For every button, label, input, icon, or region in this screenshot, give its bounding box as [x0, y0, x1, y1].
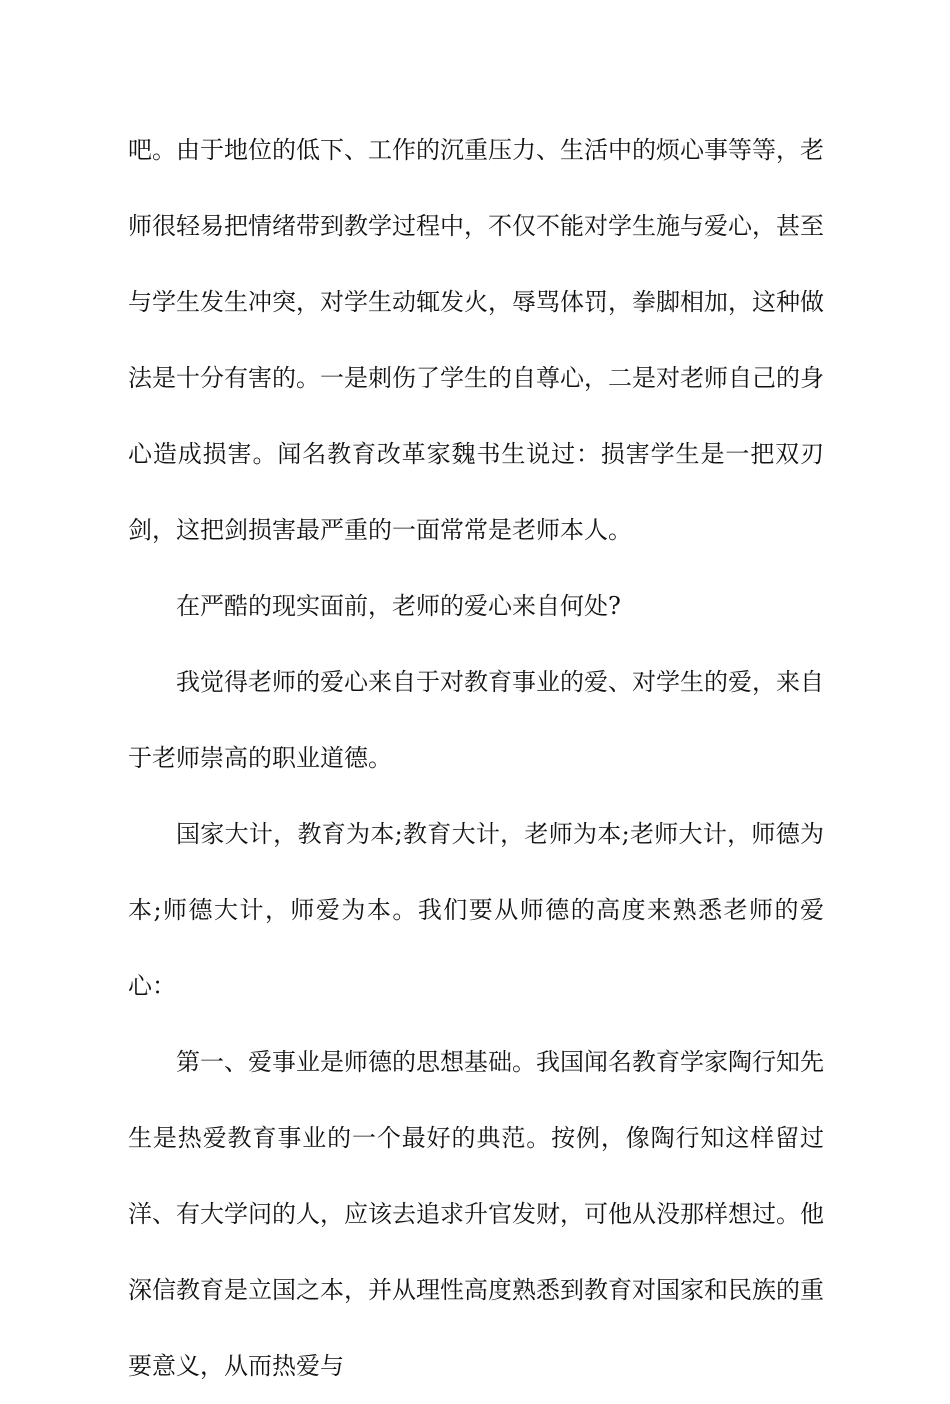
paragraph: 国家大计，教育为本;教育大计，老师为本;老师大计，师德为本;师德大计，师爱为本。我们要从师德的高度来熟悉老师的爱心： — [128, 820, 824, 1000]
paragraph: 在严酷的现实面前，老师的爱心来自何处? — [176, 592, 621, 620]
document-body — [128, 112, 824, 1404]
paragraph: 第一、爱事业是师德的思想基础。我国闻名教育学家陶行知先生是热爱教育事业的一个最好的典范。按例，像陶行知这样留过洋、有大学问的人，应该去追求升官发财，可他从没那样想过。他深信教育是立国之本，并从理性高度熟悉到教育对国家和民族的重要意义，从而热爱与 — [128, 1048, 824, 1380]
paragraph: 吧。由于地位的低下、工作的沉重压力、生活中的烦心事等等，老师很轻易把情绪带到教学过程中，不仅不能对学生施与爱心，甚至与学生发生冲突，对学生动辄发火，辱骂体罚，拳脚相加，这种做法是十分有害的。一是刺伤了学生的自尊心，二是对老师自己的身心造成损害。闻名教育改革家魏书生说过：损害学生是一把双刃剑，这把剑损害最严重的一面常常是老师本人。 — [128, 136, 824, 544]
paragraph: 我觉得老师的爱心来自于对教育事业的爱、对学生的爱，来自于老师崇高的职业道德。 — [128, 668, 824, 772]
